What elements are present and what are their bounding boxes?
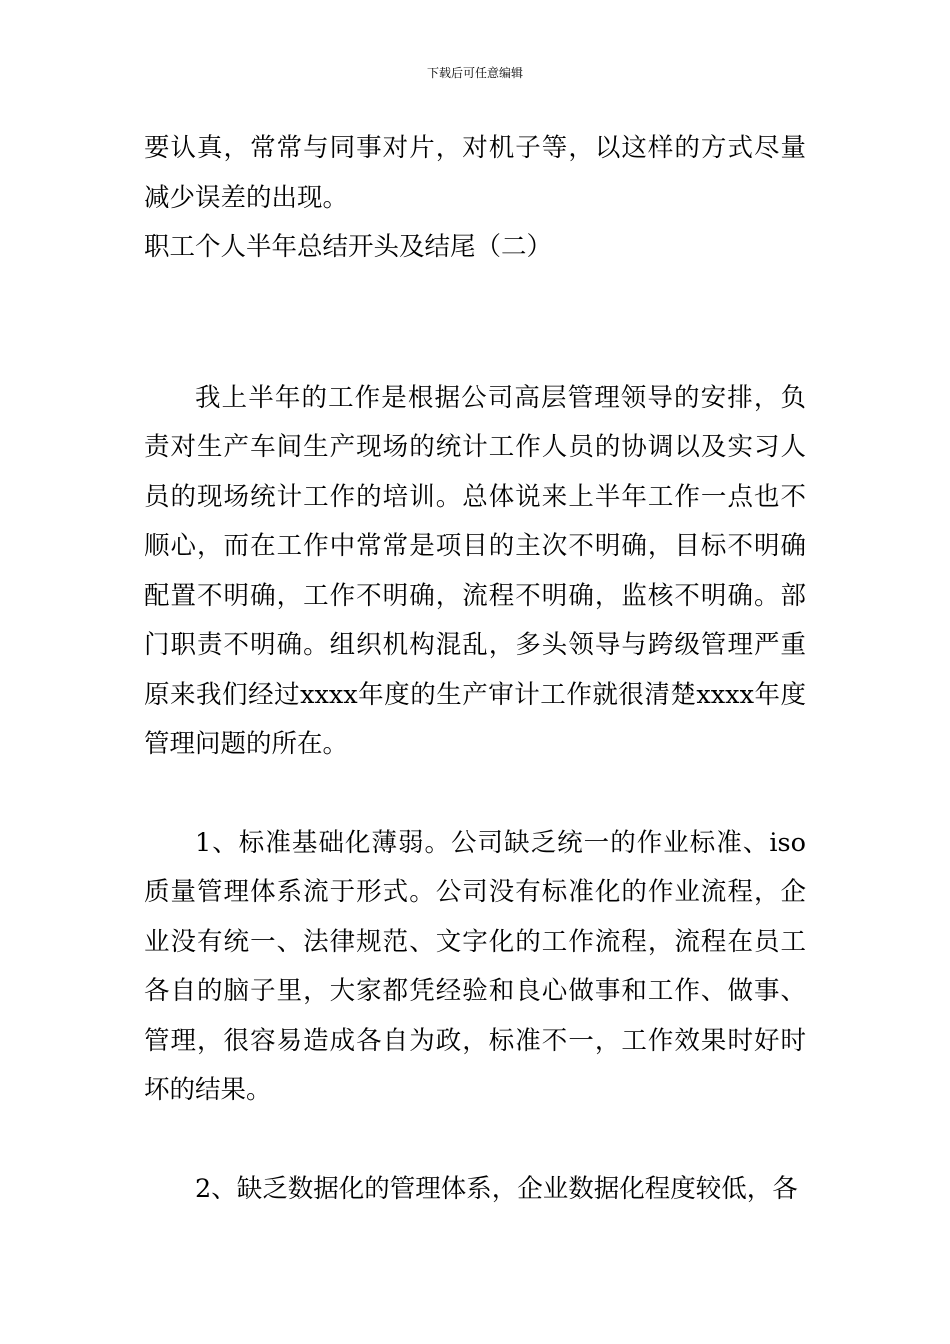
spacer — [144, 1116, 806, 1165]
section-title: 职工个人半年总结开头及结尾（二） — [144, 232, 553, 262]
paragraph-point-2: 2、缺乏数据化的管理体系，企业数据化程度较低，各 — [195, 1173, 798, 1204]
paragraph-continued: 要认真，常常与同事对片，对机子等，以这样的方式尽量减少误差的出现。 — [144, 133, 806, 213]
paragraph-point-1: 1、标准基础化薄弱。公司缺乏统一的作业标准、iso质量管理体系流于形式。公司没有标准化的作业流程，企业没有统一、法律规范、文字化的工作流程，流程在员工各自的脑子里，大家都凭经验和良心做事和工作、做事、管理，很容易造成各自为政，标准不一，工作效果时好时坏的结果。 — [144, 827, 806, 1105]
document-body — [144, 124, 806, 1214]
spacer — [144, 273, 806, 374]
paragraph-intro: 我上半年的工作是根据公司高层管理领导的安排，负责对生产车间生产现场的统计工作人员的协调以及实习人员的现场统计工作的培训。总体说来上半年工作一点也不顺心，而在工作中常常是项目的主次不明确，目标不明确配置不明确，工作不明确，流程不明确，监核不明确。部门职责不明确。组织机构混乱，多头领导与跨级管理严重原来我们经过xxxx年度的生产审计工作就很清楚xxxx年度管理问题的所在。 — [144, 382, 806, 759]
page-header: 下载后可任意编辑 — [426, 66, 523, 80]
spacer — [144, 770, 806, 819]
